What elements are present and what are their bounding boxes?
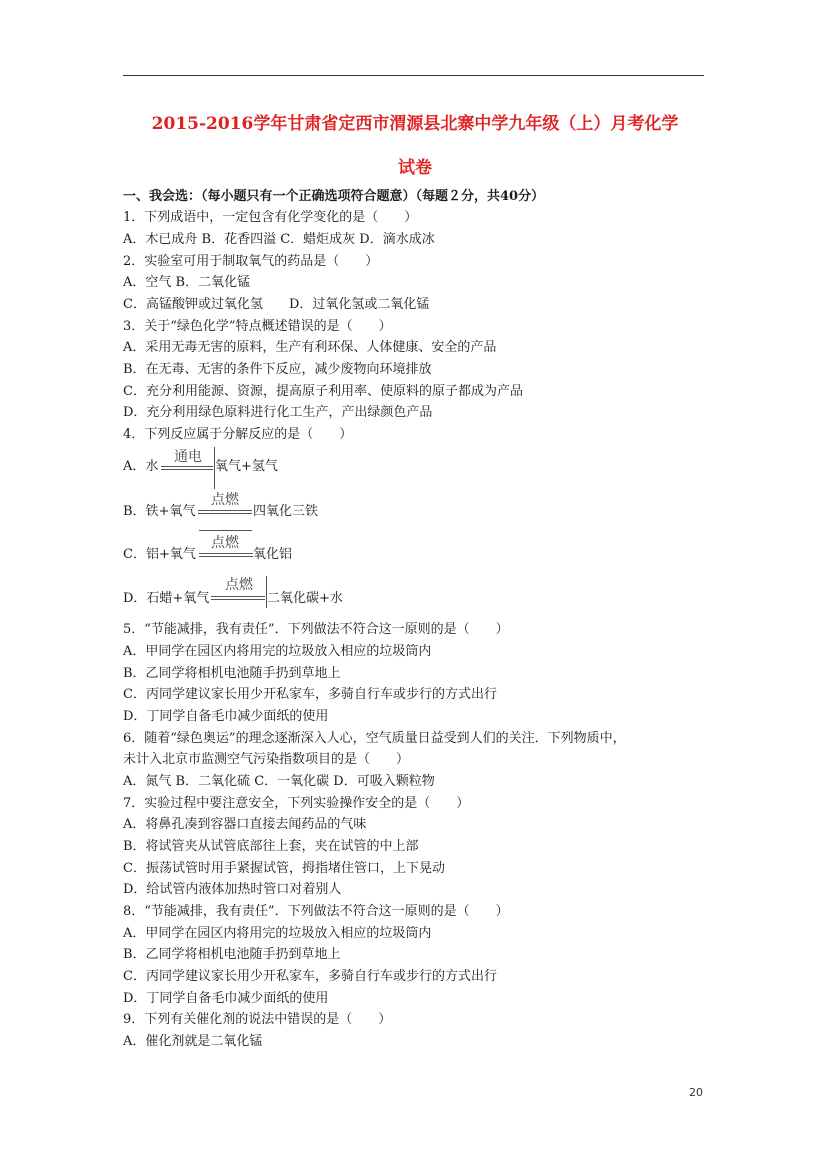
reactant-text: B．铁+氧气 [123, 504, 196, 519]
question-line: 9．下列有关催化剂的说法中错误的是（ ） [123, 1012, 392, 1027]
question-line: A．甲同学在园区内将用完的垃圾放入相应的垃圾筒内 [123, 644, 432, 659]
reaction-bar [211, 596, 265, 597]
question-line: 6．随着“绿色奥运”的理念逐渐深入人心，空气质量日益受到人们的关注．下列物质中， [123, 731, 626, 746]
reaction-bar [199, 553, 253, 554]
header-rule [123, 75, 704, 76]
question-line: B．将试管夹从试管底部往上套，夹在试管的中上部 [123, 839, 419, 854]
question-line: B．在无毒、无害的条件下反应，减少废物向环境排放 [123, 362, 432, 377]
question-line: 7．实验过程中要注意安全，下列实验操作安全的是（ ） [123, 796, 470, 811]
equation-box-edge [266, 576, 267, 608]
question-line: B．乙同学将相机电池随手扔到草地上 [123, 947, 341, 962]
question-line: 4．下列反应属于分解反应的是（ ） [123, 427, 353, 442]
reaction-bar [198, 513, 252, 514]
reaction-condition: 通电 [174, 449, 202, 465]
reactant-text: D．石蜡+氧气 [123, 591, 210, 606]
reaction-bar [161, 469, 213, 470]
question-line: C．充分利用能源、资源，提高原子利用率、使原料的原子都成为产品 [123, 384, 523, 399]
reaction-bar [199, 530, 252, 531]
question-line: A．空气 B．二氧化锰 [123, 275, 251, 290]
product-text: 氧化铝 [253, 547, 293, 562]
reaction-condition: 点燃 [211, 492, 239, 508]
question-line: C．丙同学建议家长用少开私家车，多骑自行车或步行的方式出行 [123, 687, 497, 702]
question-line: 5．“节能减排，我有责任”．下列做法不符合这一原则的是（ ） [123, 622, 509, 637]
product-text: 二氧化碳+水 [267, 591, 343, 606]
question-line: A．催化剂就是二氧化锰 [123, 1034, 263, 1049]
reaction-bar [211, 599, 265, 600]
question-line: D．给试管内液体加热时管口对着别人 [123, 882, 342, 897]
question-line: 3．关于“绿色化学”特点概述错误的是（ ） [123, 319, 392, 334]
reaction-condition: 点燃 [211, 535, 239, 551]
question-line: 2．实验室可用于制取氧气的药品是（ ） [123, 254, 379, 269]
page-number: 20 [689, 1086, 703, 1099]
question-line: 未计入北京市监测空气污染指数项目的是（ ） [123, 752, 410, 767]
document-title-continued: 试卷 [398, 158, 432, 178]
product-text: 氧气+氢气 [215, 459, 278, 474]
question-line: C．丙同学建议家长用少开私家车，多骑自行车或步行的方式出行 [123, 969, 497, 984]
reaction-bar [199, 556, 253, 557]
question-line: A．将鼻孔凑到容器口直接去闻药品的气味 [123, 817, 367, 832]
question-line: A．甲同学在园区内将用完的垃圾放入相应的垃圾筒内 [123, 926, 432, 941]
question-line: 1．下列成语中，一定包含有化学变化的是（ ） [123, 210, 418, 225]
reaction-bar [161, 466, 213, 467]
equation-box-edge [214, 447, 215, 489]
question-line: C．高锰酸钾或过氧化氢 D．过氧化氢或二氧化锰 [123, 297, 430, 312]
question-line: D．丁同学自备毛巾减少面纸的使用 [123, 709, 329, 724]
reaction-condition: 点燃 [225, 577, 253, 593]
question-line: D．充分利用绿色原料进行化工生产，产出绿颜色产品 [123, 405, 433, 420]
question-line: A．氮气 B．二氧化硫 C．一氧化碳 D．可吸入颗粒物 [123, 774, 435, 789]
question-line: C．振荡试管时用手紧握试管，拇指堵住管口，上下晃动 [123, 861, 445, 876]
question-line: A．采用无毒无害的原料，生产有利环保、人体健康、安全的产品 [123, 340, 497, 355]
reaction-bar [198, 510, 252, 511]
product-text: 四氧化三铁 [253, 504, 319, 519]
question-line: D．丁同学自备毛巾减少面纸的使用 [123, 991, 329, 1006]
document-title: 2015-2016学年甘肃省定西市渭源县北寨中学九年级（上）月考化学 [151, 114, 679, 134]
section-heading: 一、我会选：（每小题只有一个正确选项符合题意）（每题２分，共40分） [123, 189, 545, 204]
question-line: B．乙同学将相机电池随手扔到草地上 [123, 666, 341, 681]
reactant-text: C．铝+氧气 [123, 547, 196, 562]
reactant-text: A．水 [123, 459, 159, 474]
question-line: A．木已成舟 B．花香四溢 C．蜡炬成灰 D．滴水成冰 [123, 232, 435, 247]
question-line: 8．“节能减排，我有责任”．下列做法不符合这一原则的是（ ） [123, 904, 509, 919]
